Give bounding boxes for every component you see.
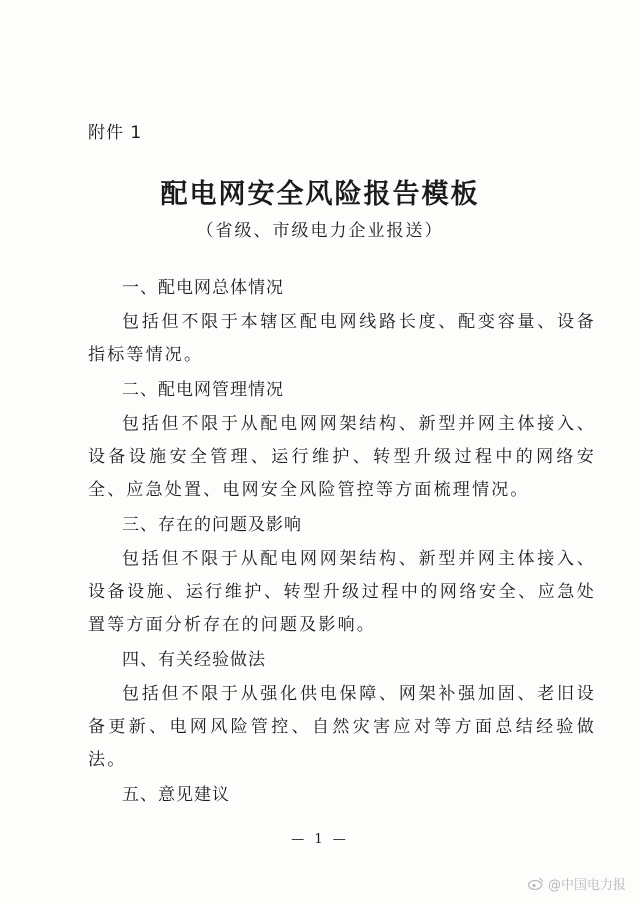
- section-heading: 四、有关经验做法: [122, 650, 266, 670]
- section-heading: 五、意见建议: [122, 785, 230, 805]
- section-body: 包括但不限于从配电网网架结构、新型并网主体接入、设备设施、运行维护、转型升级过程中的网络安全、应急处置等方面分析存在的问题及影响。: [88, 549, 596, 635]
- document-content: [88, 270, 596, 813]
- section-4: [88, 642, 596, 777]
- section-heading: 三、存在的问题及影响: [122, 515, 302, 535]
- section-1: [88, 270, 596, 372]
- attachment-label: 附件 1: [88, 123, 143, 143]
- watermark-text: @中国电力报: [547, 878, 626, 893]
- section-body: 包括但不限于从配电网网架结构、新型并网主体接入、设备设施安全管理、运行维护、转型升级过程中的网络安全、应急处置、电网安全风险管控等方面梳理情况。: [88, 414, 596, 500]
- section-heading: 一、配电网总体情况: [122, 278, 284, 298]
- section-5: [88, 777, 596, 813]
- section-body: 包括但不限于从强化供电保障、网架补强加固、老旧设备更新、电网风险管控、自然灾害应对等方面总结经验做法。: [88, 684, 596, 770]
- page-number: — 1 —: [291, 832, 349, 847]
- section-body: 包括但不限于本辖区配电网线路长度、配变容量、设备指标等情况。: [88, 312, 596, 365]
- weibo-style-logo-icon: [528, 877, 544, 890]
- section-3: [88, 507, 596, 642]
- document-subtitle: （省级、市级电力企业报送）: [196, 221, 444, 241]
- section-2: [88, 372, 596, 507]
- source-watermark: [528, 874, 626, 893]
- section-heading: 二、配电网管理情况: [122, 380, 284, 400]
- document-title: 配电网安全风险报告模板: [160, 179, 480, 210]
